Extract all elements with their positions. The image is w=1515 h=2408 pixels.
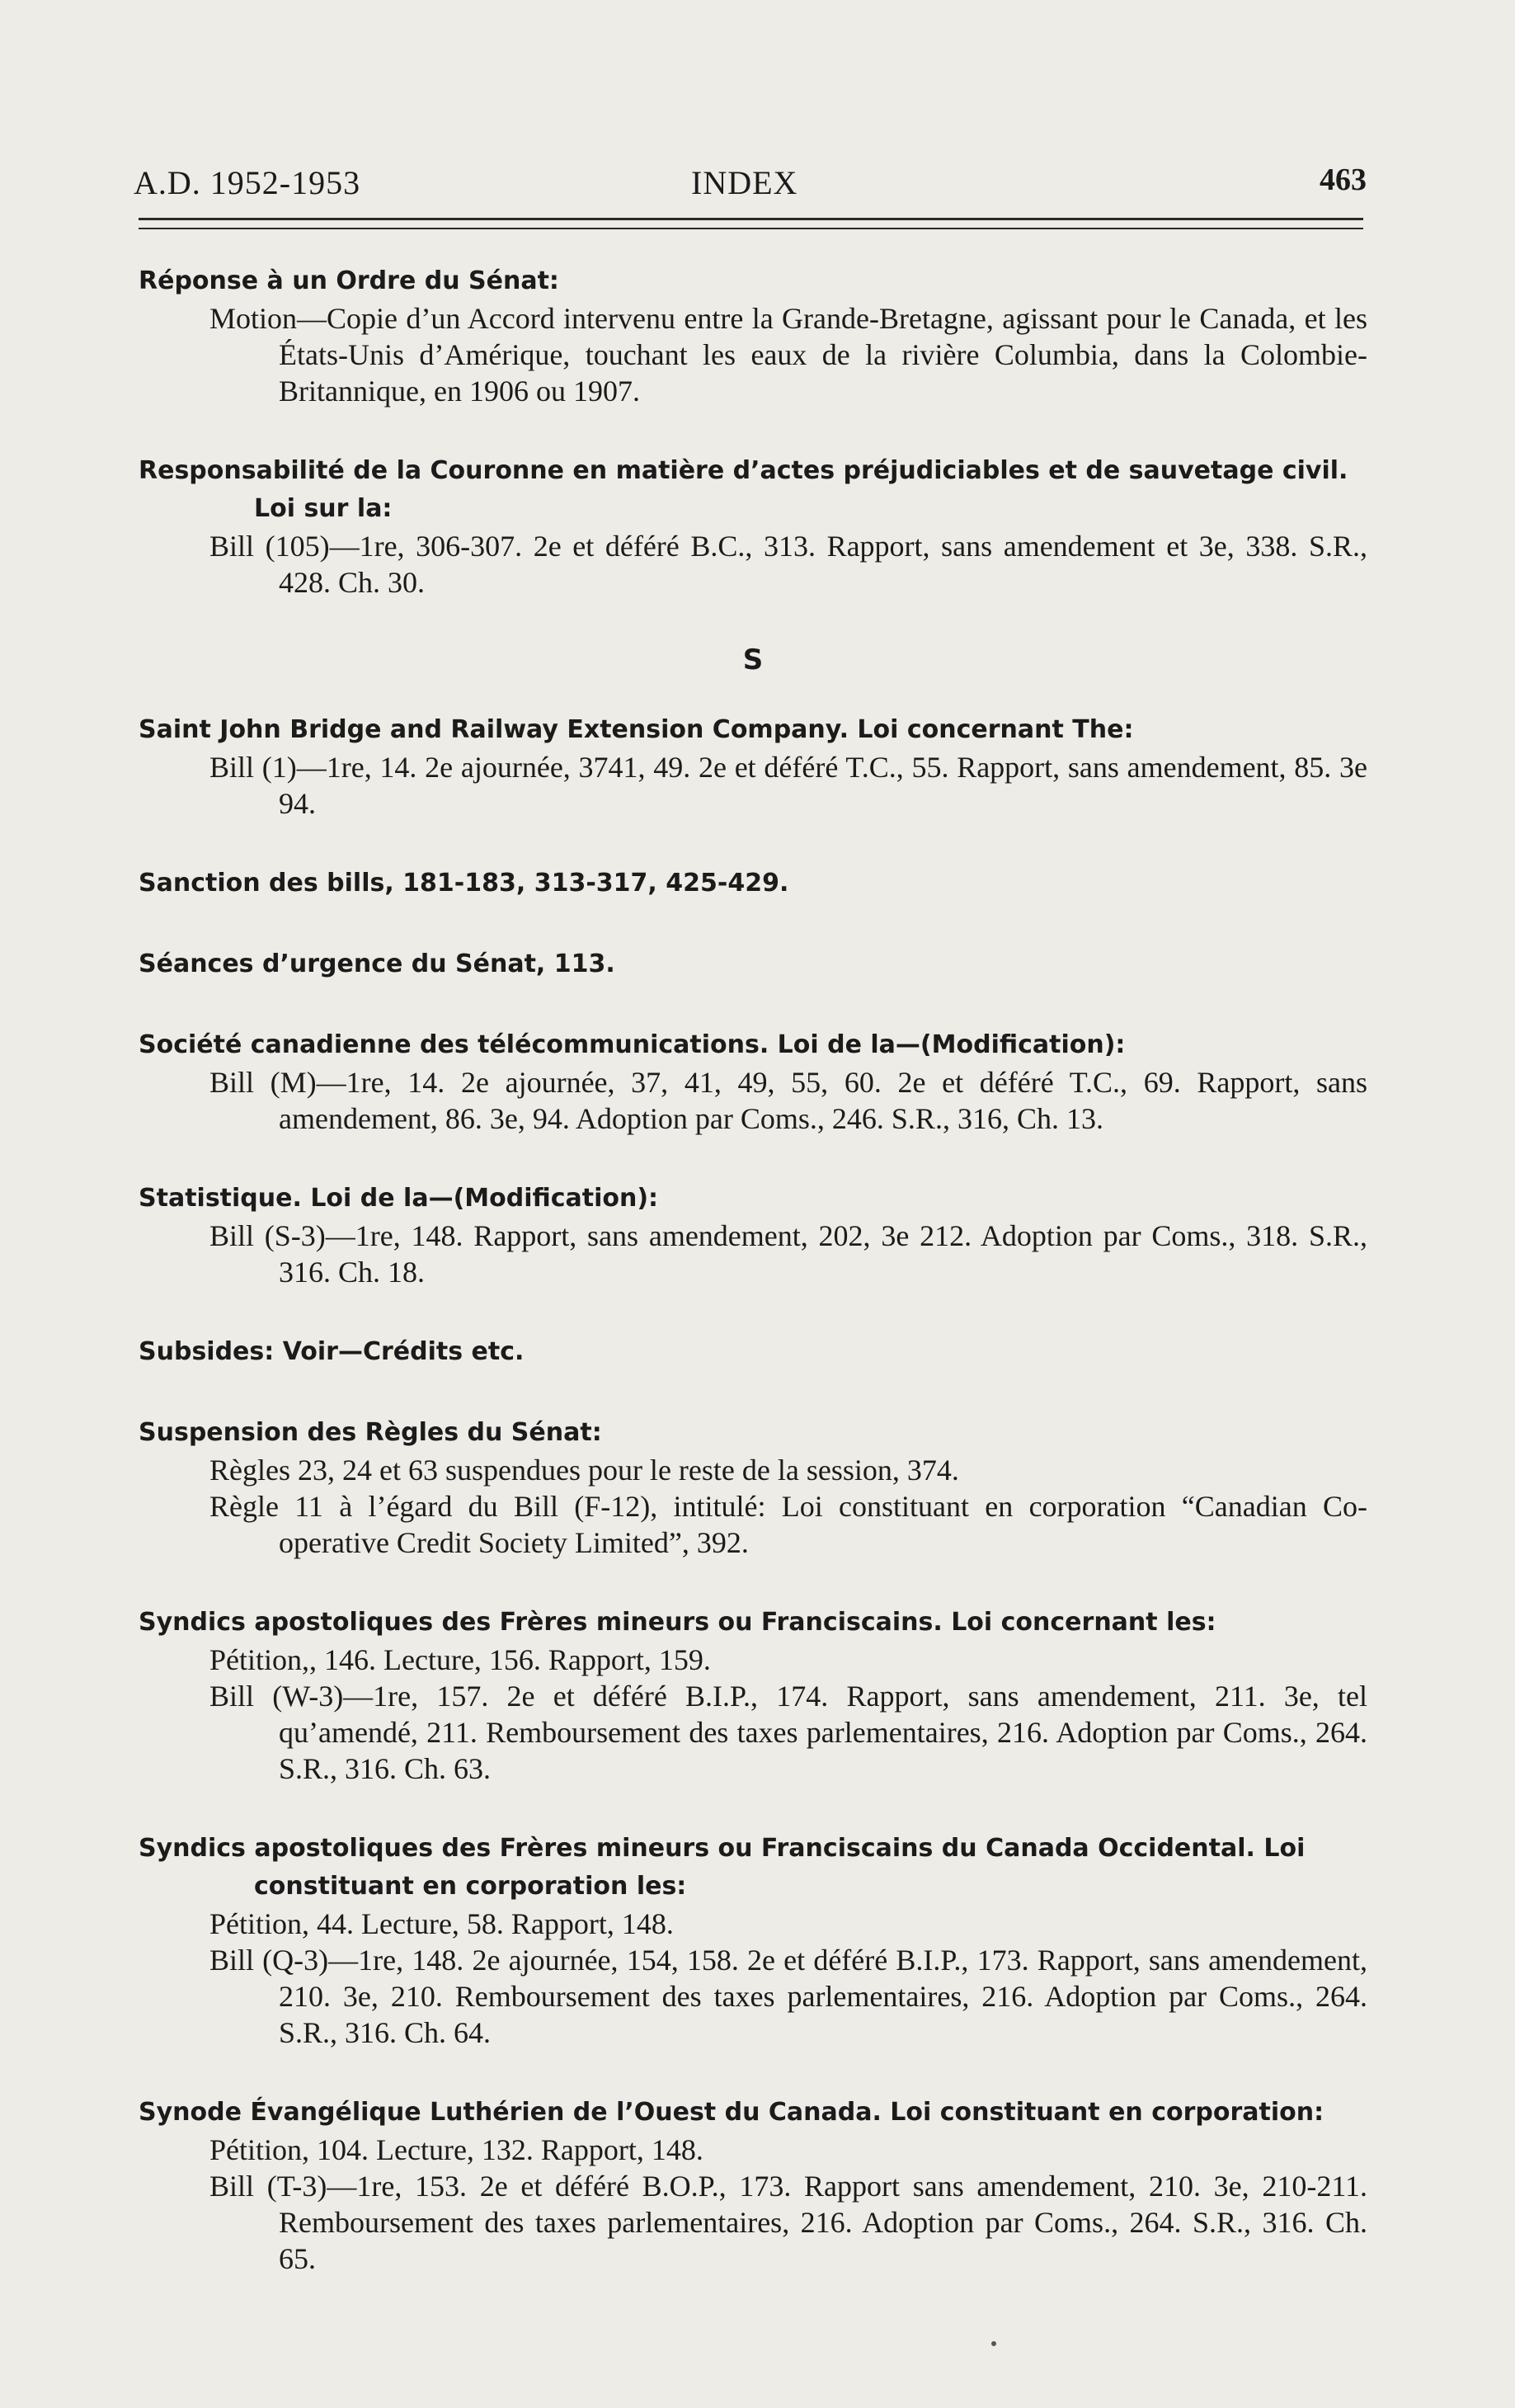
index-entry (139, 452, 1367, 601)
entry-heading: Subsides: Voir—Crédits etc. (139, 1337, 525, 1366)
entry-heading: Saint John Bridge and Railway Extension Company. Loi concernant The: (139, 715, 1134, 744)
index-entry (139, 1414, 1367, 1561)
header-rule-bottom (139, 228, 1363, 229)
entry-detail: Bill (105)—1re, 306-307. 2e et déféré B.C., 313. Rapport, sans amendement et 3e, 338. S.R., 428. Ch. 30. (209, 530, 1367, 599)
index-entry (139, 1830, 1367, 2051)
entry-detail: Bill (W-3)—1re, 157. 2e et déféré B.I.P., 174. Rapport, sans amendement, 211. 3e, tel qu’amendé, 211. Remboursement des taxes parlementaires, 216. Adoption par Coms., 264. S.R., 316. Ch. 63. (209, 1680, 1367, 1785)
entry-heading: Statistique. Loi de la—(Modification): (139, 1184, 659, 1213)
entry-detail: Motion—Copie d’un Accord intervenu entre la Grande-Bretagne, agissant pour le Canada, et les États-Unis d’Amérique, touchant les eaux de la rivière Columbia, dans la Colombie-Britannique, en 1906 ou 1907. (209, 302, 1367, 408)
index-entry (139, 2094, 1367, 2277)
header-title: INDEX (691, 164, 798, 201)
entry-detail: Pétition,, 146. Lecture, 156. Rapport, 159. (209, 1643, 711, 1676)
entry-heading: Séances d’urgence du Sénat, 113. (139, 950, 615, 978)
index-entry (139, 711, 1367, 822)
entries-before-letter (139, 262, 1367, 601)
entry-heading: Syndics apostoliques des Frères mineurs ou Franciscains du Canada Occidental. Loi constituant en corporation les: (139, 1834, 1306, 1901)
entry-heading: Société canadienne des télécommunications. Loi de la—(Modification): (139, 1030, 1126, 1059)
index-entry (139, 1026, 1367, 1137)
entry-detail: Pétition, 44. Lecture, 58. Rapport, 148. (209, 1907, 674, 1940)
page-speck (991, 2341, 996, 2346)
entry-heading: Synode Évangélique Luthérien de l’Ouest du Canada. Loi constituant en corporation: (139, 2098, 1324, 2127)
index-entry (139, 1333, 1367, 1371)
index-entry (139, 1604, 1367, 1787)
entry-detail: Bill (1)—1re, 14. 2e ajournée, 3741, 49. 2e et déféré T.C., 55. Rapport, sans amendement, 85. 3e 94. (209, 751, 1367, 820)
header-rule-top (139, 218, 1363, 220)
index-entry (139, 262, 1367, 409)
index-entry (139, 945, 1367, 983)
entry-detail: Bill (M)—1re, 14. 2e ajournée, 37, 41, 49, 55, 60. 2e et déféré T.C., 69. Rapport, sans amendement, 86. 3e, 94. Adoption par Coms., 246. S.R., 316, Ch. 13. (209, 1066, 1367, 1135)
entry-detail: Règles 23, 24 et 63 suspendues pour le reste de la session, 374. (209, 1454, 959, 1487)
entry-heading: Syndics apostoliques des Frères mineurs ou Franciscains. Loi concernant les: (139, 1608, 1216, 1637)
entry-detail: Bill (S-3)—1re, 148. Rapport, sans amendement, 202, 3e 212. Adoption par Coms., 318. S.R., 316. Ch. 18. (209, 1219, 1367, 1289)
entry-heading: Responsabilité de la Couronne en matière d’actes préjudiciables et de sauvetage civil. Loi sur la: (139, 456, 1348, 523)
index-entry (139, 1180, 1367, 1290)
page-number: 463 (1320, 163, 1367, 197)
section-letter: S (742, 643, 764, 676)
entry-detail: Bill (Q-3)—1re, 148. 2e ajournée, 154, 158. 2e et déféré B.I.P., 173. Rapport, sans amendement, 210. 3e, 210. Remboursement des taxes parlementaires, 216. Adoption par Coms., 264. S.R., 316. Ch. 64. (209, 1944, 1367, 2049)
page-header (134, 155, 1367, 205)
entries-after-letter (139, 711, 1367, 2277)
index-content (139, 262, 1367, 2320)
entry-heading: Suspension des Règles du Sénat: (139, 1418, 602, 1447)
index-entry (139, 865, 1367, 902)
entry-detail: Règle 11 à l’égard du Bill (F-12), intitulé: Loi constituant en corporation “Canadian Co-operative Credit Society Limited”, 392. (209, 1490, 1367, 1559)
entry-heading: Réponse à un Ordre du Sénat: (139, 266, 559, 295)
entry-detail: Pétition, 104. Lecture, 132. Rapport, 148. (209, 2133, 703, 2166)
entry-heading: Sanction des bills, 181-183, 313-317, 425-429. (139, 869, 789, 898)
entry-detail: Bill (T-3)—1re, 153. 2e et déféré B.O.P., 173. Rapport sans amendement, 210. 3e, 210-211. Remboursement des taxes parlementaires, 216. Adoption par Coms., 264. S.R., 316. Ch. 65. (209, 2170, 1367, 2275)
header-years: A.D. 1952-1953 (134, 164, 361, 201)
